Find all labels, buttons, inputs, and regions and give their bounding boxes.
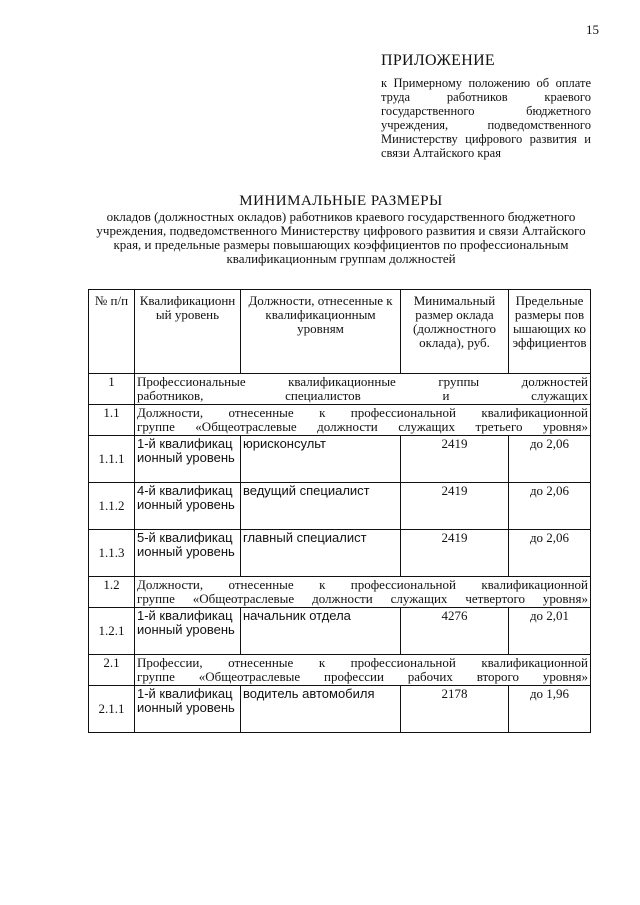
header-salary: Минимальный размер оклада (должностного оклада), руб. — [401, 290, 509, 374]
group-title-line-2: группе «Общеотраслевые должности служащих четвертого уровня» — [137, 591, 588, 606]
row-number: 2.1 — [89, 655, 135, 686]
group-title — [135, 374, 591, 405]
min-salary: 2419 — [401, 436, 509, 483]
document-heading — [92, 192, 590, 266]
row-number: 1.1 — [89, 405, 135, 436]
qualification-level: 1-й квалификационный уровень — [135, 608, 241, 655]
group-title-line-2: работников, специалистов и служащих — [137, 388, 588, 403]
qualification-level: 1-й квалификационный уровень — [135, 686, 241, 733]
table-row — [89, 686, 591, 733]
table-group-row — [89, 577, 591, 608]
min-salary: 2419 — [401, 483, 509, 530]
qualification-level: 4-й квалификационный уровень — [135, 483, 241, 530]
header-coef: Предельные размеры повышающих коэффициентов — [509, 290, 591, 374]
qualification-level: 5-й квалификационный уровень — [135, 530, 241, 577]
group-title — [135, 577, 591, 608]
max-coefficient: до 2,06 — [509, 483, 591, 530]
max-coefficient: до 2,01 — [509, 608, 591, 655]
table-row — [89, 483, 591, 530]
table-group-row — [89, 655, 591, 686]
position-name: начальник отдела — [241, 608, 401, 655]
position-name: водитель автомобиля — [241, 686, 401, 733]
group-title-line-1: Профессиональные квалификационные группы должностей — [137, 374, 588, 389]
qualification-level: 1-й квалификационный уровень — [135, 436, 241, 483]
header-num: № п/п — [89, 290, 135, 374]
table-group-row — [89, 374, 591, 405]
table-group-row — [89, 405, 591, 436]
appendix-block — [381, 52, 591, 160]
appendix-title: ПРИЛОЖЕНИЕ — [381, 52, 496, 69]
position-name: юрисконсульт — [241, 436, 401, 483]
max-coefficient: до 1,96 — [509, 686, 591, 733]
row-number: 2.1.1 — [89, 686, 135, 733]
row-number: 1.2.1 — [89, 608, 135, 655]
min-salary: 4276 — [401, 608, 509, 655]
min-salary: 2178 — [401, 686, 509, 733]
heading-subtitle: окладов (должностных окладов) работников краевого государственного бюджетного учреждения, подведомственного Министерству цифрового развития и связи Алтайского края, и предельные размеры повышающих коэффициентов по профессиональным квалификационным группам должностей — [96, 209, 586, 266]
appendix-text: к Примерному положению об оплате труда работников краевого государственного бюджетного учреждения, подведомственного Министерству цифрового развития и связи Алтайского края — [381, 76, 591, 160]
group-title-line-2: группе «Общеотраслевые должности служащих третьего уровня» — [137, 419, 588, 434]
max-coefficient: до 2,06 — [509, 530, 591, 577]
table-row — [89, 608, 591, 655]
header-level: Квалификационный уровень — [135, 290, 241, 374]
group-title-line-1: Должности, отнесенные к профессиональной квалификационной — [137, 405, 588, 420]
salary-table — [88, 289, 591, 733]
heading-title: МИНИМАЛЬНЫЕ РАЗМЕРЫ — [239, 193, 443, 209]
group-title-line-1: Должности, отнесенные к профессиональной квалификационной — [137, 577, 588, 592]
group-title-line-2: группе «Общеотраслевые профессии рабочих второго уровня» — [137, 669, 588, 684]
max-coefficient: до 2,06 — [509, 436, 591, 483]
row-number: 1.1.3 — [89, 530, 135, 577]
group-title-line-1: Профессии, отнесенные к профессиональной квалификационной — [137, 655, 588, 670]
min-salary: 2419 — [401, 530, 509, 577]
header-positions: Должности, отнесенные к квалификационным уровням — [241, 290, 401, 374]
row-number: 1.1.2 — [89, 483, 135, 530]
table-header-row — [89, 290, 591, 374]
position-name: главный специалист — [241, 530, 401, 577]
group-title — [135, 655, 591, 686]
position-name: ведущий специалист — [241, 483, 401, 530]
table-row — [89, 436, 591, 483]
group-title — [135, 405, 591, 436]
row-number: 1.1.1 — [89, 436, 135, 483]
page-number: 15 — [586, 22, 599, 37]
row-number: 1.2 — [89, 577, 135, 608]
table-row — [89, 530, 591, 577]
row-number: 1 — [89, 374, 135, 405]
